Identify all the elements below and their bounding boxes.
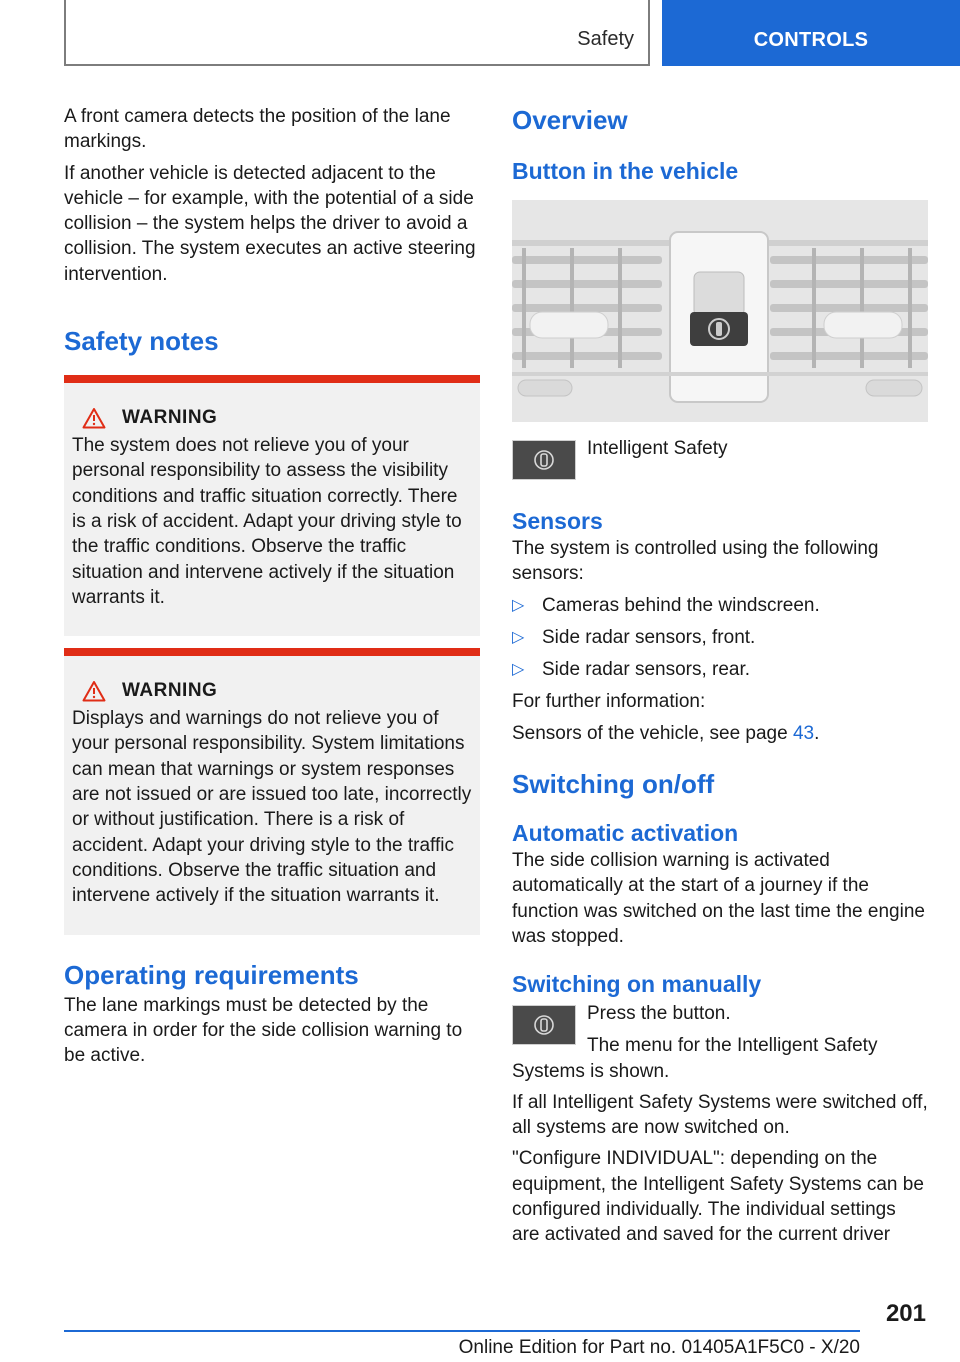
warning-triangle-icon xyxy=(82,407,106,429)
automatic-activation-text: The side collision warning is activated automatically at the start of a journey if the function was switched on the last time the engine was stopped. xyxy=(512,850,925,947)
operating-requirements-text: The lane markings must be detected by the camera in order for the side collision warning to be active. xyxy=(64,994,463,1067)
warning-title-row xyxy=(72,680,472,702)
warning-title: WARNING xyxy=(122,407,218,429)
configure-individual-text: "Configure INDIVIDUAL": depending on the equipment, the Intelligent Safety Systems can be configured individually. The individual settings are activated and saved for the current driver xyxy=(512,1148,924,1246)
see-page-text: Sensors of the vehicle, see page 43. xyxy=(512,722,820,744)
intelligent-safety-icon-row xyxy=(512,440,928,480)
overview-heading: Overview xyxy=(512,105,628,135)
chapter-tab[interactable] xyxy=(662,0,960,66)
sensors-text: The system is controlled using the following sensors: xyxy=(512,538,879,585)
menu-shown-text: The menu for the Intelligent Safety Systems is shown. xyxy=(512,1035,878,1082)
list-item: ▷ Cameras behind the windscreen. xyxy=(512,593,928,618)
page-link[interactable]: 43 xyxy=(792,722,815,744)
switching-on-manually-heading: Switching on manually xyxy=(512,971,762,998)
automatic-activation-heading: Automatic activation xyxy=(512,820,739,847)
warning-triangle-icon xyxy=(82,680,106,702)
further-info-text: For further information: xyxy=(512,691,706,713)
bullet-triangle-icon: ▷ xyxy=(512,628,525,646)
warning-text: The system does not relieve you of your personal responsibility to assess the visibility conditions and traffic situation correctly. There is a risk of accident. Adapt your driving style to the traffic conditions. Observe the traffic situation and intervene actively if the situation warrants it. xyxy=(72,435,462,608)
button-in-vehicle-heading: Button in the vehicle xyxy=(512,158,739,184)
edition-text: Online Edition for Part no. 01405A1F5C0 - X/20 xyxy=(458,1337,860,1358)
switching-heading: Switching on/off xyxy=(512,769,715,800)
safety-notes-heading: Safety notes xyxy=(64,326,219,357)
bullet-triangle-icon: ▷ xyxy=(512,661,525,679)
footer-divider xyxy=(64,1330,860,1332)
right-column xyxy=(512,104,928,1254)
left-column xyxy=(64,104,480,1074)
chapter-title: CONTROLS xyxy=(753,29,869,51)
sensors-list xyxy=(512,593,928,683)
warning-box-2 xyxy=(64,648,480,934)
air-vent-illustration xyxy=(512,200,928,422)
warning-box-1 xyxy=(64,375,480,636)
operating-requirements-heading: Operating requirements xyxy=(64,959,359,990)
vehicle-button-photo xyxy=(512,200,928,422)
intro-paragraph-2: If another vehicle is detected adjacent to the vehicle – for example, with the potential of a side collision – the system helps the driver to avoid a collision. The system executes an active steering intervention. xyxy=(64,162,476,285)
press-button-text: Press the button. xyxy=(587,1003,731,1025)
bullet-triangle-icon: ▷ xyxy=(512,596,525,614)
intelligent-safety-button-icon xyxy=(512,440,576,480)
warning-text: Displays and warnings do not relieve you of your personal responsibility. System limitations can mean that warnings or system responses are not issued or are issued too late, incorrectly or without justification. There is a risk of accident. Adapt your driving style to the traffic conditions. Observe the traffic situation and intervene actively if the situation warrants it. xyxy=(72,708,472,907)
section-title: Safety xyxy=(577,28,634,50)
intro-paragraph-1: A front camera detects the position of the lane markings. xyxy=(64,106,451,153)
sensors-heading: Sensors xyxy=(512,508,603,534)
header-box xyxy=(64,0,650,66)
warning-title-row xyxy=(72,407,472,429)
list-item: ▷ Side radar sensors, front. xyxy=(512,625,928,650)
page-number: 201 xyxy=(885,1300,926,1327)
list-item: ▷ Side radar sensors, rear. xyxy=(512,657,928,682)
intelligent-safety-label: Intelligent Safety xyxy=(587,438,728,459)
all-systems-on-text: If all Intelligent Safety Systems were switched off, all systems are now switched on. xyxy=(512,1091,928,1139)
warning-title: WARNING xyxy=(122,680,218,702)
intelligent-safety-button-icon xyxy=(512,1005,576,1045)
